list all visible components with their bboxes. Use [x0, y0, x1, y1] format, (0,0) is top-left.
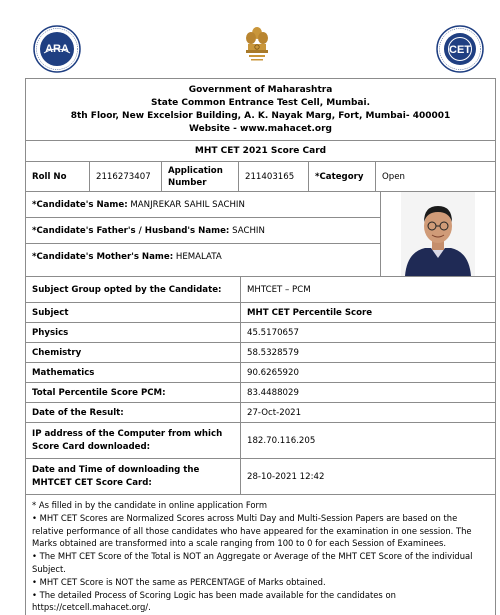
- score-row-physics: [26, 323, 495, 343]
- candidate-photo: [401, 192, 475, 276]
- svg-text:CET: CET: [449, 44, 471, 56]
- subject-group-label: Subject Group opted by the Candidate:: [26, 277, 241, 302]
- subject-score: 58.5328579: [247, 347, 299, 358]
- ara-seal-icon: [33, 25, 81, 73]
- score-row-mathematics: [26, 363, 495, 383]
- subject-score: 45.5170657: [247, 327, 299, 338]
- total-score-label: Total Percentile Score PCM:: [26, 383, 241, 402]
- score-card: [25, 78, 496, 615]
- download-time-row: [26, 459, 495, 495]
- identity-row: [26, 162, 495, 192]
- candidate-name-label: *Candidate's Name:: [32, 199, 128, 210]
- svg-text:ARA: ARA: [45, 43, 69, 55]
- photo-cell: [381, 192, 495, 276]
- subject-group-row: [26, 277, 495, 303]
- note-item: • The MHT CET Score of the Total is NOT an Aggregate or Average of the MHT CET Score of the individual Subject.: [32, 551, 473, 574]
- subject-score: 90.6265920: [247, 367, 299, 378]
- score-column-header: MHT CET Percentile Score: [247, 307, 373, 318]
- father-name-label: *Candidate's Father's / Husband's Name:: [32, 225, 230, 236]
- score-row-chemistry: [26, 343, 495, 363]
- notes-section: [26, 495, 495, 615]
- subject-name: Chemistry: [26, 343, 241, 362]
- score-header-row: [26, 303, 495, 323]
- candidate-name-value: MANJREKAR SAHIL SACHIN: [130, 199, 245, 210]
- total-score-value: 83.4488029: [247, 387, 299, 398]
- category-label: *Category: [309, 162, 376, 191]
- candidate-block: [26, 192, 495, 277]
- result-date-value: 27-Oct-2021: [247, 407, 302, 418]
- ip-address-row: [26, 423, 495, 459]
- mother-name-value: HEMALATA: [175, 252, 222, 262]
- result-date-row: [26, 403, 495, 423]
- subject-name: Mathematics: [26, 363, 241, 382]
- card-header: [26, 79, 495, 141]
- candidate-name-row: [26, 192, 380, 218]
- subject-group-value: MHTCET – PCM: [247, 284, 311, 295]
- ip-address-label: IP address of the Computer from which Score Card downloaded:: [26, 423, 241, 458]
- ip-address-value: 182.70.116.205: [247, 435, 316, 446]
- mother-name-row: [26, 244, 380, 270]
- candidate-details: [26, 192, 381, 276]
- application-number-value: 211403165: [239, 162, 309, 191]
- note-item: • The detailed Process of Scoring Logic has been made available for the candidates on https://cetcell.mahacet.org/.: [32, 589, 396, 613]
- download-time-label: Date and Time of downloading the MHTCET CET Score Card:: [26, 459, 241, 494]
- mother-name-label: *Candidate's Mother's Name:: [32, 252, 174, 262]
- subject-name: Physics: [26, 323, 241, 342]
- score-row-total: [26, 383, 495, 403]
- father-name-row: [26, 218, 380, 244]
- note-item: • MHT CET Scores are Normalized Scores across Multi Day and Multi-Session Papers are based on the relative performance of all those candidates who have appeared for the examination in one session. The Marks obtained are transformed into a scale ranging from 100 to 0 for each Session of Examinees.: [32, 512, 472, 549]
- national-emblem-icon: [243, 25, 271, 65]
- logo-row: [0, 0, 500, 78]
- note-item: * As filled in by the candidate in online application Form: [32, 500, 267, 510]
- application-number-label: Application Number: [162, 162, 239, 191]
- roll-no-value: 2116273407: [90, 162, 162, 191]
- cet-cell-seal-icon: [436, 25, 484, 73]
- header-cell-name: State Common Entrance Test Cell, Mumbai.: [150, 98, 371, 108]
- header-address: 8th Floor, New Excelsior Building, A. K. Nayak Marg, Fort, Mumbai- 400001: [70, 111, 451, 121]
- header-website: Website - www.mahacet.org: [189, 124, 332, 134]
- father-name-value: SACHIN: [232, 225, 265, 236]
- roll-no-label: Roll No: [26, 162, 90, 191]
- result-date-label: Date of the Result:: [26, 403, 241, 422]
- category-value: Open: [382, 171, 405, 182]
- note-item: • MHT CET Score is NOT the same as PERCENTAGE of Marks obtained.: [32, 576, 326, 587]
- subject-column-header: Subject: [26, 303, 241, 322]
- download-time-value: 28-10-2021 12:42: [247, 471, 325, 482]
- header-government: Government of Maharashtra: [188, 85, 333, 95]
- card-title: MHT CET 2021 Score Card: [26, 141, 495, 162]
